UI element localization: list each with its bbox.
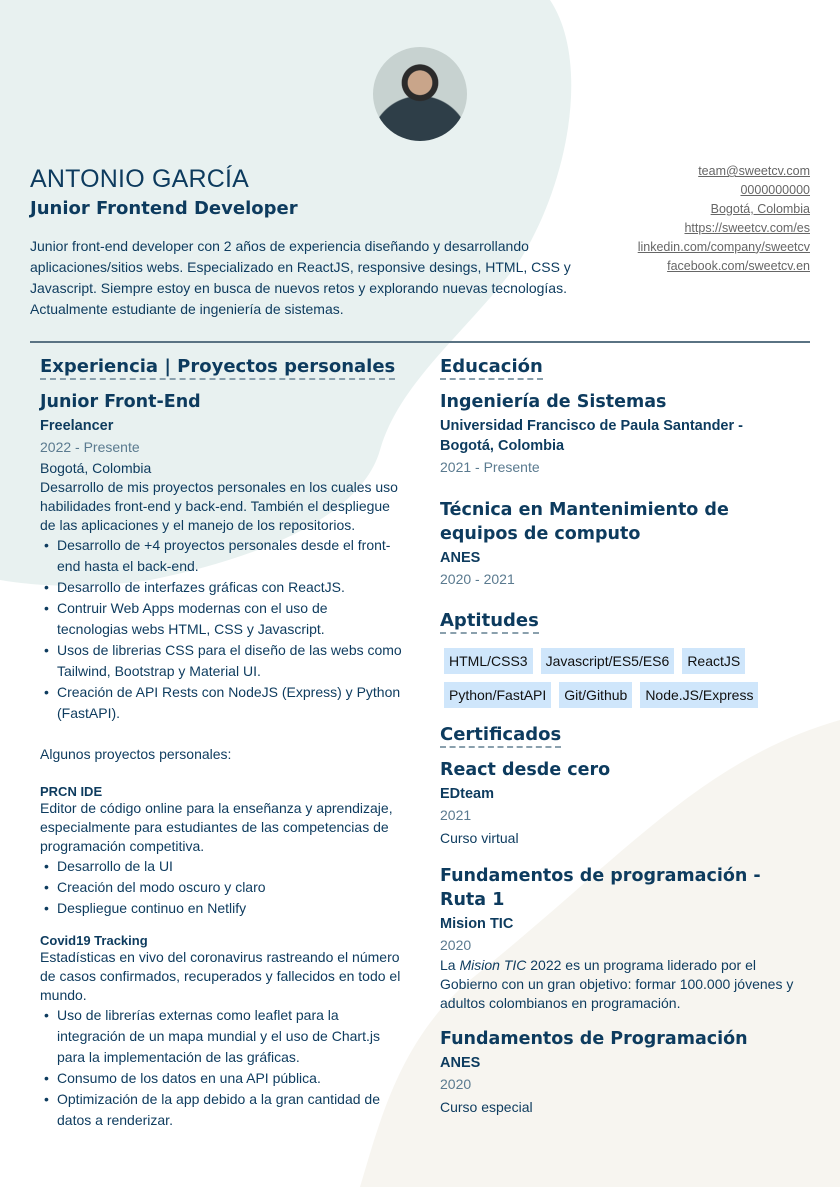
bullet-list [40, 856, 402, 919]
list-item: • Contruir Web Apps modernas con el uso de tecnologias webs HTML, CSS y Javascript. [40, 598, 402, 640]
contact-info [638, 162, 810, 275]
issuer: EDteam [440, 786, 494, 802]
list-item: • Consumo de los datos en una API pública. [40, 1068, 402, 1089]
list-item: • Uso de librerías externas como leaflet para la integración de un mapa mundial y el uso de Chart.js para la implementación de las gráficas. [40, 1005, 402, 1068]
date: 2020 [440, 1076, 472, 1092]
experience-section [40, 356, 402, 1131]
certificate-title: Fundamentos de Programación [440, 1029, 748, 1049]
date: 2020 [440, 937, 472, 953]
email-link[interactable]: team@sweetcv.com [698, 164, 810, 178]
note-text: 2022 es un programa liderado por el Gobierno con un gran objetivo: formar 100.000 jóvenes y adultos colombianos en programación. [440, 957, 794, 1011]
avatar [373, 47, 467, 141]
certificate-item [440, 758, 812, 850]
skills-list [444, 648, 784, 708]
date: 2021 [440, 807, 472, 823]
date-range: 2020 - 2021 [440, 571, 515, 587]
right-column [440, 356, 812, 1139]
projects-intro: Algunos proyectos personales: [40, 746, 232, 762]
project-name: PRCN IDE [40, 784, 103, 799]
list-item: • Creación de API Rests con NodeJS (Express) y Python (FastAPI). [40, 682, 402, 724]
facebook-link[interactable]: facebook.com/sweetcv.en [667, 258, 810, 273]
list-item: • Desarrollo de +4 proyectos personales desde el front-end hasta el back-end. [40, 535, 402, 577]
note: Curso virtual [440, 830, 519, 846]
certificate-item [440, 1027, 812, 1119]
certificate-item [440, 864, 812, 1013]
certificate-title: React desde cero [440, 760, 611, 780]
bullet-list [40, 535, 402, 724]
education-item [440, 498, 812, 590]
list-item: • Despliegue continuo en Netlify [40, 898, 402, 919]
phone-link[interactable]: 0000000000 [740, 182, 810, 197]
description: Desarrollo de mis proyectos personales en los cuales uso habilidades front-end y back-end. También el despliegue de las aplicaciones y el manejo de los repositorios. [40, 479, 398, 533]
divider [30, 341, 810, 343]
degree-title: Ingeniería de Sistemas [440, 392, 667, 412]
date-range: 2021 - Presente [440, 459, 540, 475]
skill-tag: Node.JS/Express [640, 682, 758, 708]
note-emphasis: Mision TIC [459, 957, 527, 973]
location: Bogotá, Colombia [40, 460, 152, 476]
location-link[interactable]: Bogotá, Colombia [710, 201, 810, 216]
note: Curso especial [440, 1099, 533, 1115]
list-item: • Desarrollo de interfazes gráficas con ReactJS. [40, 577, 402, 598]
section-heading: Aptitudes [440, 610, 539, 634]
issuer: Mision TIC [440, 916, 514, 932]
list-item: • Optimización de la app debido a la gran cantidad de datos a renderizar. [40, 1089, 402, 1131]
note-prefix: La [440, 957, 460, 973]
project-name: Covid19 Tracking [40, 933, 148, 948]
section-heading: Certificados [440, 724, 561, 748]
skill-tag: ReactJS [682, 648, 745, 674]
section-heading: Experiencia | Proyectos personales [40, 356, 395, 380]
list-item: • Creación del modo oscuro y claro [40, 877, 402, 898]
institution: ANES [440, 550, 481, 566]
section-heading: Educación [440, 356, 543, 380]
skill-tag: Javascript/ES5/ES6 [541, 648, 675, 674]
skill-tag: Python/FastAPI [444, 682, 551, 708]
note [440, 956, 812, 1013]
certificate-title: Fundamentos de programación - Ruta 1 [440, 866, 761, 910]
education-item [440, 390, 812, 478]
project-description: Estadísticas en vivo del coronavirus rastreando el número de casos confirmados, recuperados y fallecidos en todo el mundo. [40, 949, 401, 1003]
project-description: Editor de código online para la enseñanza y aprendizaje, especialmente para estudiantes de las competencias de programación competitiva. [40, 800, 393, 854]
skill-tag: Git/Github [559, 682, 632, 708]
bullet-list [40, 1005, 402, 1131]
summary: Junior front-end developer con 2 años de experiencia diseñando y desarrollando aplicaciones/sitios webs. Especializado en ReactJS, responsive desings, HTML, CSS y Javascript. Siempre estoy en busca de nuevos retos y explorando nuevas tecnologías. Actualmente estudiante de ingeniería de sistemas. [30, 238, 571, 317]
institution: Universidad Francisco de Paula Santander - Bogotá, Colombia [440, 418, 743, 454]
list-item: • Usos de librerias CSS para el diseño de las webs como Tailwind, Bootstrap y Material UI. [40, 640, 402, 682]
date-range: 2022 - Presente [40, 439, 140, 455]
degree-title: Técnica en Mantenimiento de equipos de computo [440, 500, 729, 544]
website-link[interactable]: https://sweetcv.com/es [684, 220, 810, 235]
skill-tag: HTML/CSS3 [444, 648, 533, 674]
position-title: Junior Front-End [40, 392, 201, 412]
organization: Freelancer [40, 418, 114, 434]
list-item: • Desarrollo de la UI [40, 856, 402, 877]
linkedin-link[interactable]: linkedin.com/company/sweetcv [637, 239, 810, 254]
candidate-name: ANTONIO GARCÍA [30, 165, 250, 193]
issuer: ANES [440, 1055, 481, 1071]
job-title: Junior Frontend Developer [30, 198, 298, 219]
